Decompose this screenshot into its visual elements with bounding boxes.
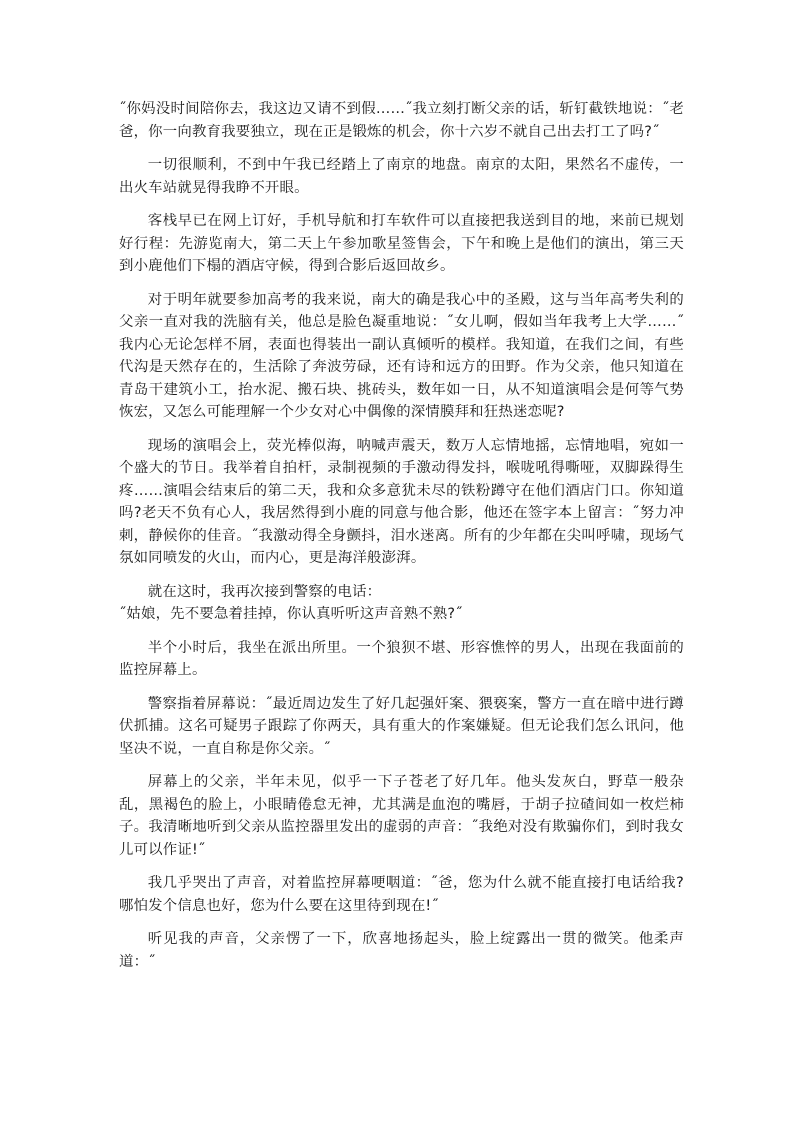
paragraph-6: 就在这时，我再次接到警察的电话：: [147, 583, 382, 600]
paragraph-12: 听见我的声音，父亲愣了一下，欣喜地扬起头，脸上绽露出一贯的微笑。他柔声道：˝: [119, 931, 684, 970]
paragraph-8: 半个小时后，我坐在派出所里。一个狼狈不堪、形容憔悴的男人，出现在我面前的监控屏幕上。: [119, 639, 684, 678]
paragraph-11: 我几乎哭出了声音，对着监控屏幕哽咽道：˝爸，您为什么就不能直接打电话给我?哪怕发个信息也好，您为什么要在这里待到现在!˝: [119, 875, 684, 914]
paragraph-2: 一切很顺利，不到中午我已经踏上了南京的地盘。南京的太阳，果然名不虚传，一出火车站就晃得我睁不开眼。: [119, 157, 684, 196]
paragraph-3: 客栈早已在网上订好，手机导航和打车软件可以直接把我送到目的地，来前已规划好行程：先游览南大，第二天上午参加歌星签售会，下午和晚上是他们的演出，第三天到小鹿他们下榻的酒店守候，得到合影后返回故乡。: [119, 213, 684, 274]
paragraph-5: 现场的演唱会上，荧光棒似海，呐喊声震天，数万人忘情地摇，忘情地唱，宛如一个盛大的节日。我举着自拍杆，录制视频的手激动得发抖，喉咙吼得嘶哑，双脚跺得生疼……演唱会结束后的第二天，我和众多意犹未尽的铁粉蹲守在他们酒店门口。你知道吗?老天不负有心人，我居然得到小鹿的同意与他合影，他还在签字本上留言：˝努力冲刺，静候你的佳音。˝我激动得全身颤抖，泪水迷离。所有的少年都在尖叫呼啸，现场气氛如同喷发的火山，而内心，更是海洋般澎湃。: [119, 437, 684, 566]
paragraph-9: 警察指着屏幕说：˝最近周边发生了好几起强奸案、猥亵案，警方一直在暗中进行蹲伏抓捕。这名可疑男子跟踪了你两天，具有重大的作案嫌疑。但无论我们怎么讯问，他坚决不说，一直自称是你父亲。˝: [119, 695, 684, 757]
story-text: [119, 98, 684, 984]
paragraph-1: ˝你妈没时间陪你去，我这边又请不到假……˝我立刻打断父亲的话，斩钉截铁地说：˝老爸，你一向教育我要独立，现在正是锻炼的机会，你十六岁不就自己出去打工了吗?˝: [119, 101, 684, 140]
paragraph-7: ˝姑娘，先不要急着挂掉，你认真听听这声音熟不熟?˝: [119, 606, 463, 622]
paragraph-10: 屏幕上的父亲，半年未见，似乎一下子苍老了好几年。他头发灰白，野草一般杂乱，黑褐色的脸上，小眼睛倦怠无神，尤其满是血泡的嘴唇，于胡子拉碴间如一枚烂柿子。我清晰地听到父亲从监控器里发出的虚弱的声音：˝我绝对没有欺骗你们，到时我女儿可以作证!˝: [119, 774, 684, 858]
paragraph-4: 对于明年就要参加高考的我来说，南大的确是我心中的圣殿，这与当年高考失利的父亲一直对我的洗脑有关，他总是脸色凝重地说：˝女儿啊，假如当年我考上大学……˝我内心无论怎样不屑，表面也得装出一副认真倾听的模样。我知道，在我们之间，有些代沟是天然存在的，生活除了奔波劳碌，还有诗和远方的田野。作为父亲，他只知道在青岛干建筑小工，抬水泥、搬石块、挑砖头，数年如一日，从不知道演唱会是何等气势恢宏，又怎么可能理解一个少女对心中偶像的深情膜拜和狂热迷恋呢?: [119, 291, 684, 420]
